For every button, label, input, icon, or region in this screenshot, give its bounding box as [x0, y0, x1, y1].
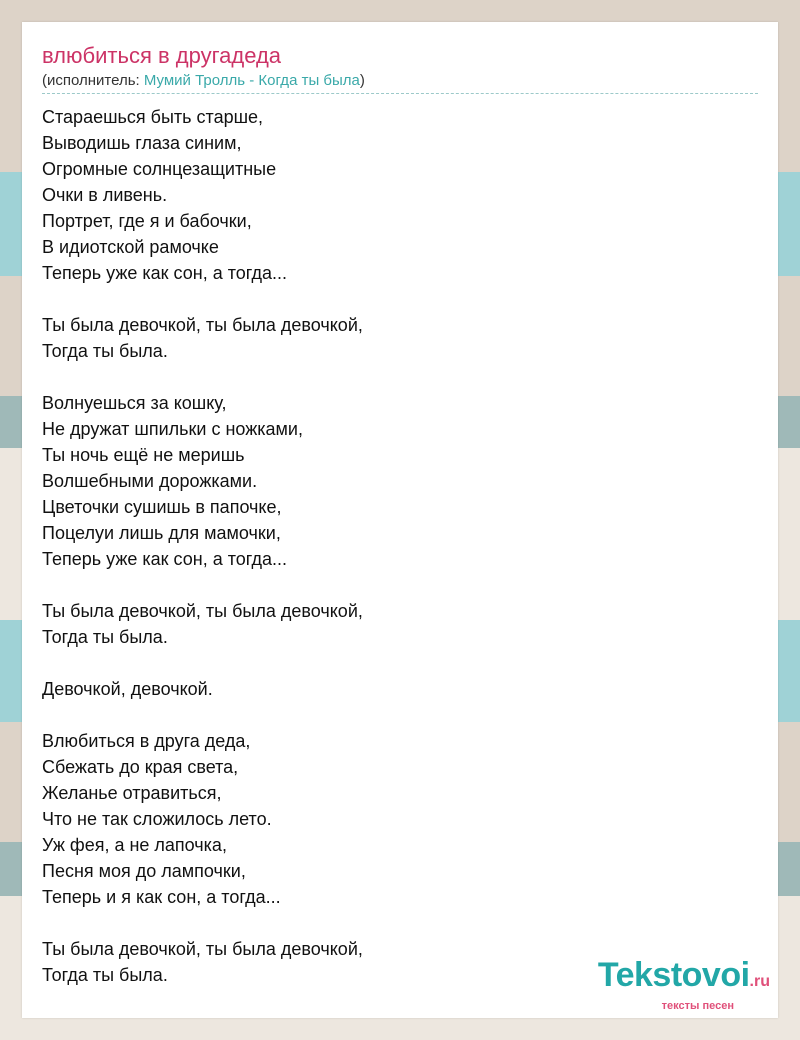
lyrics-line: Не дружат шпильки с ножками, [42, 419, 303, 439]
lyrics-line: Влюбиться в друга деда, [42, 731, 251, 751]
header-divider [42, 93, 758, 94]
lyrics-line: Теперь уже как сон, а тогда... [42, 549, 288, 569]
lyrics-line: Тогда ты была. [42, 965, 168, 985]
lyrics-line: Теперь уже как сон, а тогда... [42, 263, 288, 283]
lyrics-line: Ты была девочкой, ты была девочкой, [42, 939, 363, 959]
lyrics-text [42, 104, 742, 1014]
site-logo[interactable] [598, 958, 770, 1012]
lyrics-line: Песня моя до лампочки, [42, 861, 246, 881]
lyrics-line: Ты ночь ещё не меришь [42, 445, 245, 465]
lyrics-stanza [42, 390, 742, 572]
lyrics-stanza [42, 598, 742, 650]
lyrics-stanza [42, 676, 742, 702]
logo-domain: .ru [749, 973, 770, 990]
lyrics-line: Волшебными дорожками. [42, 471, 258, 491]
lyrics-stanza [42, 104, 742, 286]
lyrics-line: Выводишь глаза синим, [42, 133, 242, 153]
lyrics-line: Сбежать до края света, [42, 757, 239, 777]
lyrics-line: Ты была девочкой, ты была девочкой, [42, 315, 363, 335]
logo-tagline: тексты песен [661, 1000, 734, 1012]
lyrics-line: Очки в ливень. [42, 185, 168, 205]
lyrics-line: Портрет, где я и бабочки, [42, 211, 252, 231]
lyrics-line: Стараешься быть старше, [42, 107, 264, 127]
lyrics-line: Желанье отравиться, [42, 783, 222, 803]
lyrics-line: Тогда ты была. [42, 341, 168, 361]
lyrics-stanza [42, 728, 742, 910]
performer-prefix: (исполнитель: [42, 72, 144, 89]
performer-suffix: ) [359, 72, 365, 89]
page-title: влюбиться в другадеда [42, 43, 282, 68]
lyrics-line: В идиотской рамочке [42, 237, 219, 257]
lyrics-line: Уж фея, а не лапочка, [42, 835, 227, 855]
lyrics-line: Ты была девочкой, ты была девочкой, [42, 601, 363, 621]
lyrics-line: Цветочки сушишь в папочке, [42, 497, 282, 517]
lyrics-line: Огромные солнцезащитные [42, 159, 277, 179]
lyrics-line: Тогда ты была. [42, 627, 168, 647]
lyrics-line: Что не так сложилось лето. [42, 809, 272, 829]
logo-main-text: Tekstovoi [597, 956, 750, 994]
lyrics-line: Поцелуи лишь для мамочки, [42, 523, 281, 543]
lyrics-card [22, 22, 778, 1018]
logo-wordmark [598, 958, 770, 999]
lyrics-line: Теперь и я как сон, а тогда... [42, 887, 281, 907]
lyrics-stanza [42, 312, 742, 364]
lyrics-line: Волнуешься за кошку, [42, 393, 227, 413]
performer-link[interactable]: Мумий Тролль - Когда ты была [143, 72, 360, 89]
performer-line [42, 71, 365, 91]
lyrics-line: Девочкой, девочкой. [42, 679, 213, 699]
